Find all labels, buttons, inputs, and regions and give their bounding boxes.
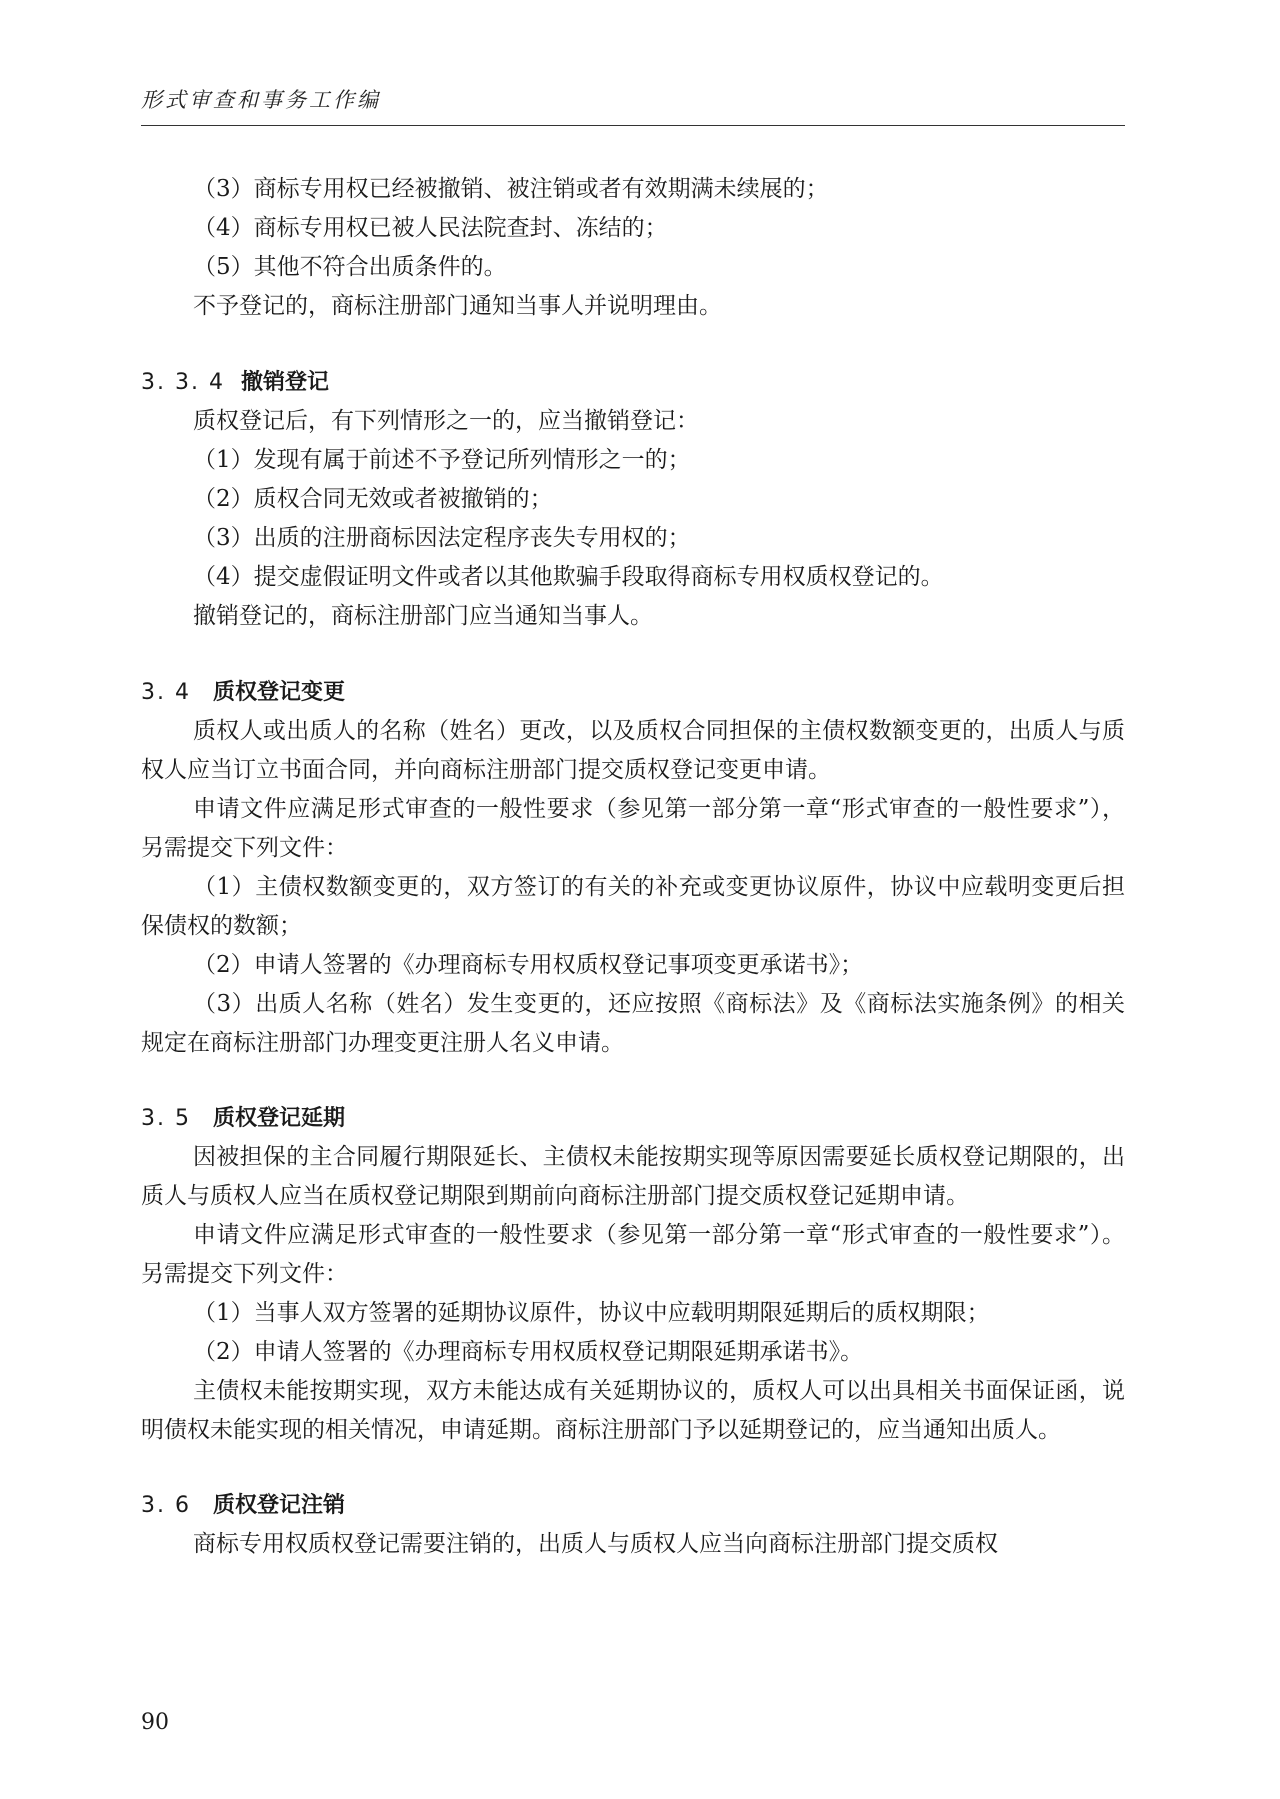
list-item: （4）商标专用权已被人民法院查封、冻结的； <box>193 215 668 241</box>
list-item: （1）当事人双方签署的延期协议原件，协议中应载明期限延期后的质权期限； <box>193 1300 990 1326</box>
section-title: 质权登记延期 <box>213 1106 346 1131</box>
spacer <box>141 326 1125 363</box>
section-number: 3. 3. 4 <box>141 370 225 395</box>
list-item: （3）商标专用权已经被撤销、被注销或者有效期满未续展的； <box>193 176 829 202</box>
list-item: （2）申请人签署的《办理商标专用权质权登记期限延期承诺书》。 <box>193 1339 864 1365</box>
paragraph: 质权登记后，有下列情形之一的，应当撤销登记： <box>193 408 699 434</box>
paragraph: 因被担保的主合同履行期限延长、主债权未能按期实现等原因需要延长质权登记期限的，出质人与质权人应当在质权登记期限到期前向商标注册部门提交质权登记延期申请。 <box>141 1144 1125 1209</box>
list-item: （5）其他不符合出质条件的。 <box>193 254 507 280</box>
list-item: （2）申请人签署的《办理商标专用权质权登记事项变更承诺书》； <box>193 952 864 978</box>
spacer <box>141 1450 1125 1486</box>
list-item: （3）出质人名称（姓名）发生变更的，还应按照《商标法》及《商标法实施条例》的相关规定在商标注册部门办理变更注册人名义申请。 <box>141 991 1125 1056</box>
list-item: （1）主债权数额变更的，双方签订的有关的补充或变更协议原件，协议中应载明变更后担保债权的数额； <box>141 874 1125 939</box>
page-body <box>141 170 1125 1564</box>
section-number: 3. 4 <box>141 680 191 705</box>
section-number: 3. 5 <box>141 1106 191 1131</box>
paragraph: 主债权未能按期实现，双方未能达成有关延期协议的，质权人可以出具相关书面保证函，说明债权未能实现的相关情况，申请延期。商标注册部门予以延期登记的，应当通知出质人。 <box>141 1378 1125 1443</box>
section-number: 3. 6 <box>141 1493 191 1518</box>
section-heading-3-5 <box>141 1099 1125 1138</box>
list-item: （2）质权合同无效或者被撤销的； <box>193 486 553 512</box>
paragraph: 不予登记的，商标注册部门通知当事人并说明理由。 <box>193 293 722 319</box>
section-heading-3-3-4 <box>141 363 1125 402</box>
list-item: （1）发现有属于前述不予登记所列情形之一的； <box>193 447 691 473</box>
section-heading-3-4 <box>141 673 1125 712</box>
list-item: （3）出质的注册商标因法定程序丧失专用权的； <box>193 525 691 551</box>
paragraph: 商标专用权质权登记需要注销的，出质人与质权人应当向商标注册部门提交质权 <box>193 1531 998 1557</box>
paragraph: 质权人或出质人的名称（姓名）更改，以及质权合同担保的主债权数额变更的，出质人与质权人应当订立书面合同，并向商标注册部门提交质权登记变更申请。 <box>141 718 1125 783</box>
spacer <box>141 1063 1125 1099</box>
section-title: 质权登记注销 <box>213 1493 346 1518</box>
section-title: 撤销登记 <box>241 370 330 395</box>
section-heading-3-6 <box>141 1486 1125 1525</box>
paragraph: 申请文件应满足形式审查的一般性要求（参见第一部分第一章“形式审查的一般性要求”），另需提交下列文件： <box>141 796 1125 861</box>
running-head: 形式审查和事务工作编 <box>141 88 381 112</box>
header-rule <box>141 125 1125 126</box>
spacer <box>141 636 1125 673</box>
paragraph: 撤销登记的，商标注册部门应当通知当事人。 <box>193 603 653 629</box>
section-title: 质权登记变更 <box>213 680 346 705</box>
page-number: 90 <box>141 1710 169 1735</box>
paragraph: 申请文件应满足形式审查的一般性要求（参见第一部分第一章“形式审查的一般性要求”）。另需提交下列文件： <box>141 1222 1125 1287</box>
list-item: （4）提交虚假证明文件或者以其他欺骗手段取得商标专用权质权登记的。 <box>193 564 944 590</box>
